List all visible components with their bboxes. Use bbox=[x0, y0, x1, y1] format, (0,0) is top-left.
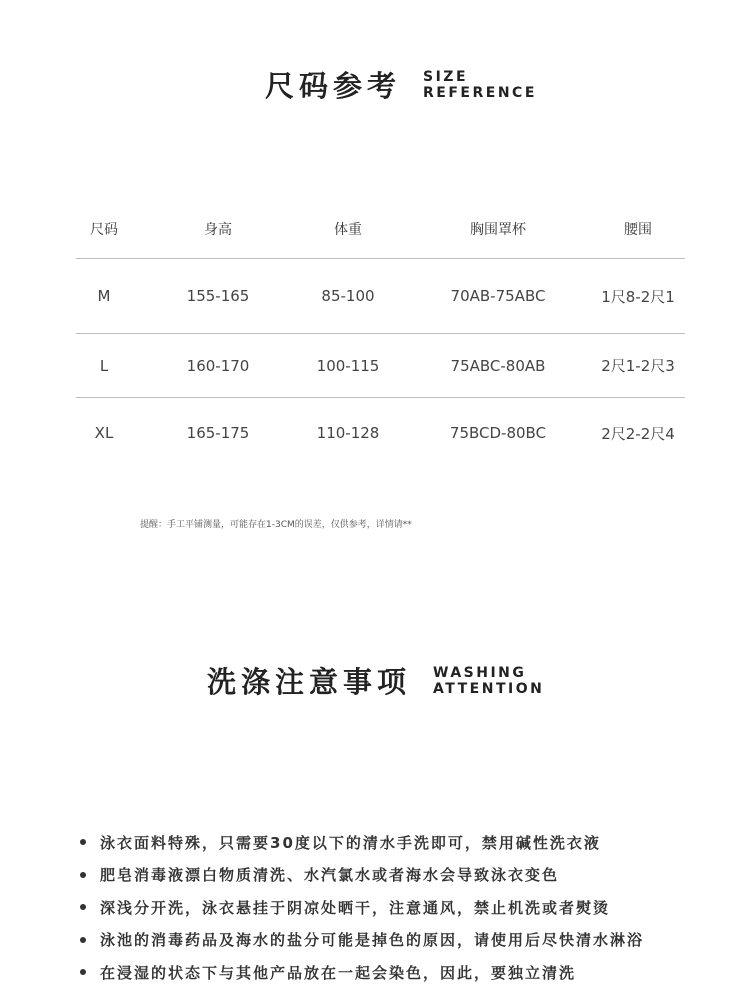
cell-height: 155-165 bbox=[186, 287, 250, 305]
size-title-en-line2: REFERENCE bbox=[423, 84, 537, 101]
header-height: 身高 bbox=[204, 222, 232, 238]
header-weight: 体重 bbox=[334, 222, 362, 238]
list-item-text: 肥皂消毒液漂白物质清洗、水汽氯水或者海水会导致泳衣变色 bbox=[100, 866, 560, 885]
wash-title-en bbox=[433, 665, 544, 697]
cell-size: M bbox=[97, 287, 111, 305]
list-item-text: 泳池的消毒药品及海水的盐分可能是掉色的原因，请使用后尽快清水淋浴 bbox=[100, 931, 645, 950]
list-item bbox=[80, 924, 644, 957]
measurement-tip: 提醒：手工平铺测量，可能存在1-3CM的误差，仅供参考，详情请** bbox=[140, 520, 412, 530]
washing-attention-title bbox=[207, 660, 544, 701]
list-item bbox=[80, 826, 644, 859]
header-waist: 腰围 bbox=[624, 222, 652, 238]
wash-title-en-line2: ATTENTION bbox=[433, 680, 545, 697]
cell-size: XL bbox=[94, 424, 114, 442]
list-item bbox=[80, 859, 644, 892]
cell-height: 160-170 bbox=[186, 356, 250, 375]
header-bust: 胸围罩杯 bbox=[470, 222, 526, 238]
washing-instructions-list bbox=[80, 826, 644, 989]
wash-title-en-line1: WASHING bbox=[433, 664, 527, 681]
cell-waist: 2尺1-2尺3 bbox=[601, 357, 675, 375]
cell-weight: 110-128 bbox=[316, 424, 380, 442]
list-item-text: 泳衣面料特殊，只需要30度以下的清水手洗即可，禁用碱性洗衣液 bbox=[100, 833, 601, 852]
bullet-icon bbox=[80, 904, 86, 910]
cell-waist: 1尺8-2尺1 bbox=[601, 287, 675, 306]
size-title-cn: 尺码参考 bbox=[265, 69, 402, 103]
cell-weight: 100-115 bbox=[316, 356, 380, 375]
bullet-icon bbox=[80, 872, 86, 878]
bullet-icon bbox=[80, 937, 86, 943]
size-title-en bbox=[423, 69, 537, 101]
size-table bbox=[76, 200, 685, 468]
cell-weight: 85-100 bbox=[321, 287, 375, 305]
bullet-icon bbox=[80, 839, 86, 845]
cell-bust: 75BCD-80BC bbox=[449, 424, 547, 442]
cell-height: 165-175 bbox=[186, 424, 250, 442]
list-item-text: 深浅分开洗，泳衣悬挂于阴凉处晒干，注意通风，禁止机洗或者熨烫 bbox=[100, 898, 611, 917]
size-title-en-line1: SIZE bbox=[423, 68, 469, 85]
list-item bbox=[80, 891, 644, 924]
list-item bbox=[80, 956, 644, 989]
table-header-row bbox=[76, 200, 685, 258]
cell-bust: 75ABC-80AB bbox=[450, 356, 546, 375]
table-row bbox=[76, 398, 685, 468]
cell-waist: 2尺2-2尺4 bbox=[601, 424, 675, 443]
table-row bbox=[76, 259, 685, 333]
header-size: 尺码 bbox=[90, 222, 118, 238]
cell-size: L bbox=[99, 356, 109, 375]
bullet-icon bbox=[80, 969, 86, 975]
list-item-text: 在浸湿的状态下与其他产品放在一起会染色，因此，要独立清洗 bbox=[100, 963, 577, 982]
size-reference-title bbox=[265, 64, 537, 105]
wash-title-cn: 洗涤注意事项 bbox=[207, 665, 412, 699]
cell-bust: 70AB-75ABC bbox=[450, 287, 546, 305]
table-row bbox=[76, 334, 685, 397]
